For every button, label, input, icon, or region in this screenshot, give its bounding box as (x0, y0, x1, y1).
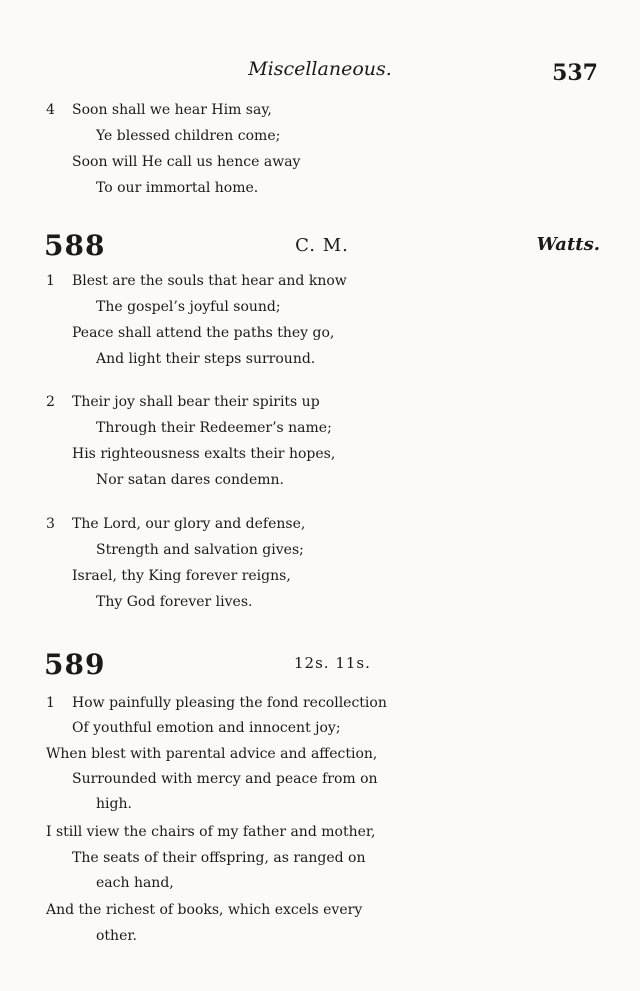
stanza-line: 2 Their joy shall bear their spirits up (46, 389, 600, 415)
stanza-line: The gospel’s joyful sound; (96, 299, 281, 315)
page-number: 537 (552, 60, 598, 86)
stanza-line: Strength and salvation gives; (96, 542, 304, 558)
hymn-author: Watts. (536, 234, 600, 255)
stanza-line: Soon will He call us hence away (72, 154, 301, 170)
stanza-line: And light their steps surround. (96, 351, 316, 367)
stanza-line: The seats of their offspring, as ranged on (72, 850, 366, 866)
stanza-line: each hand, (96, 875, 174, 891)
stanza-line: 1 Blest are the souls that hear and know (46, 268, 600, 294)
hymn-heading (44, 648, 600, 681)
hymn-number: 588 (44, 229, 106, 262)
hymn-meter: C. M. (295, 235, 349, 256)
stanza-number: 2 (46, 394, 55, 410)
stanza-line: Israel, thy King forever reigns, (72, 568, 291, 584)
stanza-number: 4 (46, 102, 55, 118)
stanza-line: Of youthful emotion and innocent joy; (72, 720, 341, 736)
hymn-number: 589 (44, 648, 106, 681)
stanza-number: 1 (46, 273, 55, 289)
stanza-number: 1 (46, 695, 55, 711)
stanza-line: Ye blessed children come; (96, 128, 281, 144)
stanza-line: And the richest of books, which excels every (46, 902, 363, 918)
stanza-line: To our immortal home. (96, 180, 259, 196)
running-title: Miscellaneous. (248, 58, 392, 80)
stanza-line: When blest with parental advice and affection, (46, 746, 378, 762)
stanza-line: Thy God forever lives. (96, 594, 253, 610)
stanza-line: high. (96, 796, 132, 812)
stanza-line: Nor satan dares condemn. (96, 472, 284, 488)
stanza-line: Surrounded with mercy and peace from on (72, 771, 378, 787)
hymn-heading (44, 229, 600, 262)
stanza-line: Through their Redeemer’s name; (96, 420, 332, 436)
stanza-line: 1 How painfully pleasing the fond recollection (46, 690, 600, 716)
stanza-line: I still view the chairs of my father and mother, (46, 824, 376, 840)
stanza-line: Peace shall attend the paths they go, (72, 325, 335, 341)
hymn-meter: 12s. 11s. (294, 654, 371, 672)
stanza-number: 3 (46, 516, 55, 532)
stanza-line: 4 Soon shall we hear Him say, (46, 97, 600, 123)
stanza-line: 3 The Lord, our glory and defense, (46, 511, 600, 537)
stanza-line: other. (96, 928, 137, 944)
stanza-line: His righteousness exalts their hopes, (72, 446, 336, 462)
